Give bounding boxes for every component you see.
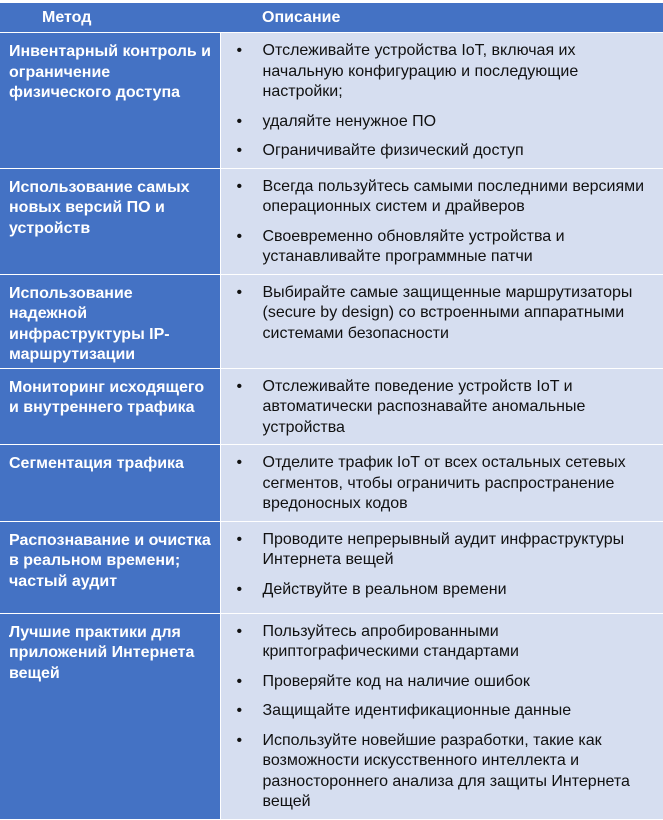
- method-cell: Мониторинг исходящего и внутреннего трафика: [0, 368, 220, 445]
- description-list: [221, 622, 658, 813]
- bullet-icon: •: [236, 622, 243, 640]
- list-item: [221, 227, 658, 268]
- list-item: [221, 377, 658, 439]
- bullet-icon: •: [236, 177, 243, 195]
- item-text: Пользуйтесь апробированными криптографическими стандартами: [262, 622, 519, 660]
- item-text: Всегда пользуйтесь самыми последними версиями операционных систем и драйверов: [262, 177, 645, 215]
- header-description: Описание: [220, 3, 663, 33]
- table-row: [0, 33, 663, 169]
- list-item: [221, 141, 658, 162]
- header-method: Метод: [0, 3, 220, 33]
- description-cell: [220, 274, 663, 368]
- method-cell: Инвентарный контроль и ограничение физического доступа: [0, 33, 220, 169]
- method-cell: Распознавание и очистка в реальном времени; частый аудит: [0, 521, 220, 613]
- description-cell: [220, 613, 663, 819]
- bullet-icon: •: [236, 454, 243, 471]
- bullet-icon: •: [236, 530, 243, 548]
- description-cell: [220, 521, 663, 613]
- bullet-icon: •: [236, 142, 243, 159]
- bullet-icon: •: [236, 731, 243, 749]
- list-item: [221, 580, 658, 601]
- description-list: [221, 453, 658, 515]
- list-item: [221, 701, 658, 722]
- item-text: Ограничивайте физический доступ: [262, 142, 524, 159]
- method-cell: Использование самых новых версий ПО и устройств: [0, 168, 220, 274]
- description-cell: [220, 368, 663, 445]
- method-cell: Лучшие практики для приложений Интернета вещей: [0, 613, 220, 819]
- item-text: Отслеживайте устройства IoT, включая их начальную конфигурацию и последующие настройки;: [262, 42, 579, 100]
- bullet-icon: •: [236, 227, 243, 245]
- description-list: [221, 530, 658, 601]
- list-item: [221, 112, 658, 133]
- list-item: [221, 530, 658, 571]
- list-item: [221, 283, 658, 345]
- item-text: Выбирайте самые защищенные маршрутизаторы (secure by design) со встроенными аппаратными системами безопасности: [262, 283, 633, 342]
- description-cell: [220, 445, 663, 522]
- description-list: [221, 283, 658, 345]
- table-row: [0, 521, 663, 613]
- header-row: [0, 3, 663, 33]
- description-list: [221, 377, 658, 439]
- item-text: Отделите трафик IoT от всех остальных сетевых сегментов, чтобы ограничить распространение вредоносных кодов: [262, 454, 626, 512]
- list-item: [221, 672, 658, 693]
- bullet-icon: •: [236, 377, 243, 395]
- list-item: [221, 622, 658, 663]
- description-cell: [220, 33, 663, 169]
- item-text: Проверяйте код на наличие ошибок: [262, 672, 530, 690]
- bullet-icon: •: [236, 42, 243, 59]
- item-text: Своевременно обновляйте устройства и устанавливайте программные патчи: [262, 227, 565, 265]
- bullet-icon: •: [236, 702, 243, 719]
- bullet-icon: •: [236, 672, 243, 690]
- item-text: Защищайте идентификационные данные: [262, 702, 572, 719]
- table-row: [0, 274, 663, 368]
- list-item: [221, 177, 658, 218]
- description-list: [221, 41, 658, 162]
- list-item: [221, 731, 658, 813]
- item-text: Используйте новейшие разработки, такие как возможности искусственного интеллекта и разностороннего анализа для защиты Интернета вещей: [262, 731, 630, 810]
- bullet-icon: •: [236, 112, 243, 130]
- bullet-icon: •: [236, 580, 243, 598]
- item-text: Отслеживайте поведение устройств IoT и автоматически распознавайте аномальные устройства: [262, 377, 586, 436]
- bullet-icon: •: [236, 283, 243, 301]
- description-cell: [220, 168, 663, 274]
- table-row: [0, 613, 663, 819]
- list-item: [221, 453, 658, 515]
- table-row: [0, 168, 663, 274]
- table-row: [0, 368, 663, 445]
- list-item: [221, 41, 658, 103]
- method-cell: Использование надежной инфраструктуры IP-маршрутизации: [0, 274, 220, 368]
- item-text: Действуйте в реальном времени: [262, 580, 507, 598]
- item-text: удаляйте ненужное ПО: [262, 112, 437, 130]
- security-methods-table: [0, 3, 663, 820]
- table-row: [0, 445, 663, 522]
- method-cell: Сегментация трафика: [0, 445, 220, 522]
- description-list: [221, 177, 658, 268]
- item-text: Проводите непрерывный аудит инфраструктуры Интернета вещей: [262, 530, 625, 568]
